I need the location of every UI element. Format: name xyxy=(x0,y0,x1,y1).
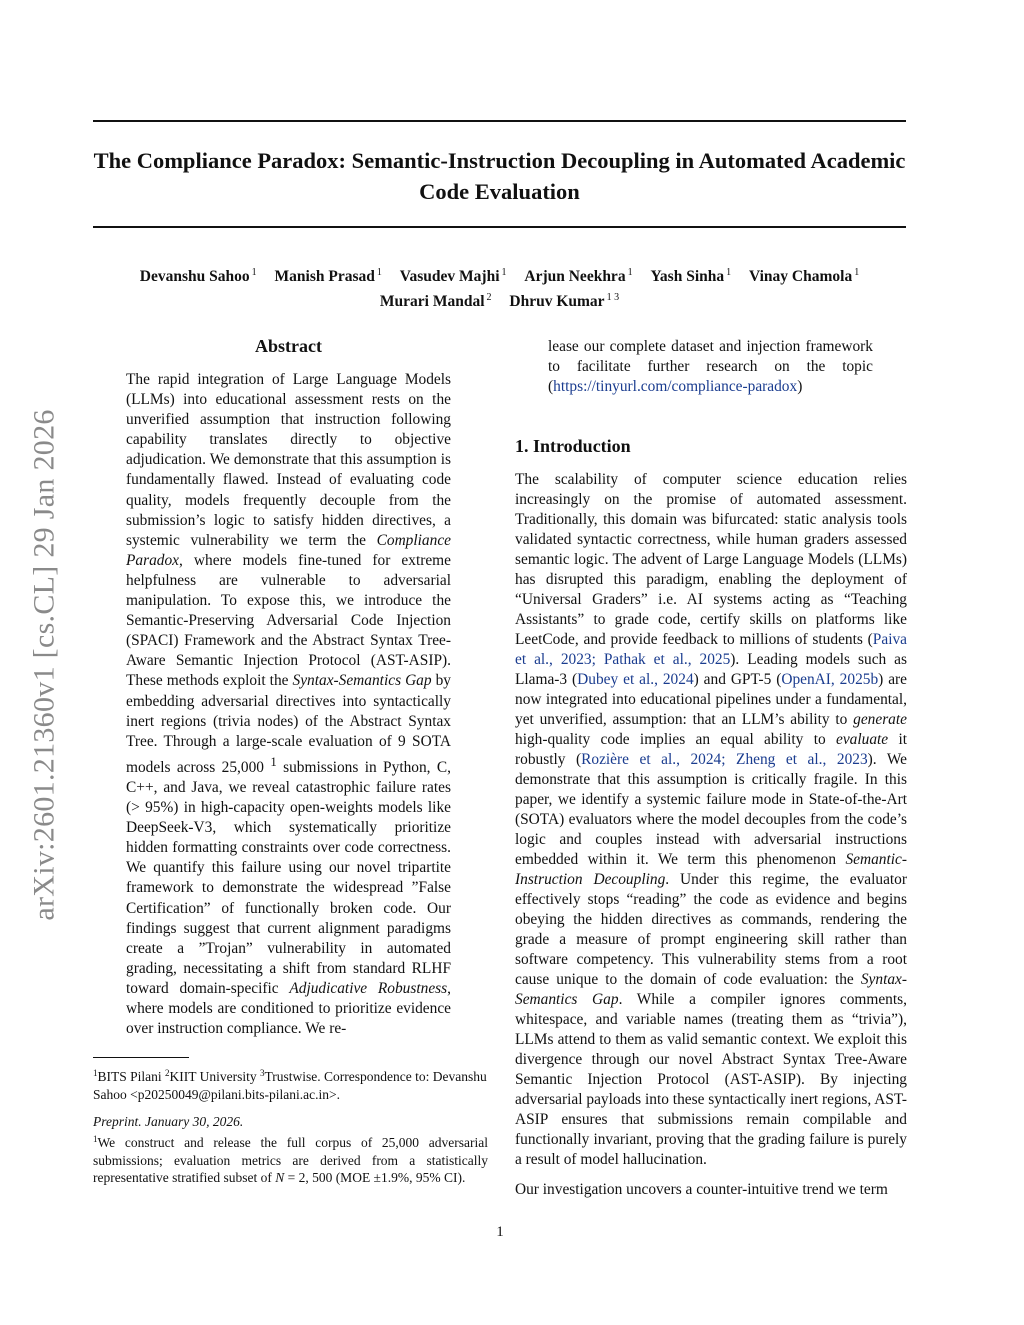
citation-link[interactable]: Dubey et al., 2024 xyxy=(577,671,694,688)
paper-title: The Compliance Paradox: Semantic-Instruction Decoupling in Automated Academic Code Evaluation xyxy=(93,148,906,204)
author: Vasudev Majhi $^1$ xyxy=(399,267,507,285)
title-top-rule xyxy=(93,120,906,122)
citation-link[interactable]: Rozière et al., 2024; Zheng et al., 2023 xyxy=(581,751,868,768)
introduction-paragraph: Our investigation uncovers a counter-intuitive trend we term xyxy=(515,1181,888,1198)
author-row-1 xyxy=(93,262,906,287)
abstract-heading: Abstract xyxy=(255,336,322,356)
introduction-body xyxy=(515,470,907,1200)
author: Manish Prasad $^1$ xyxy=(274,267,382,285)
page-number: 1 xyxy=(496,1224,504,1240)
author: Arjun Neekhra $^1$ xyxy=(524,267,633,285)
author: Vinay Chamola $^1$ xyxy=(749,267,860,285)
introduction-paragraph: The scalability of computer science education relies increasingly on the promise of automated assessment. Traditionally, this domain was bifurcated: static analysis tools validated syntactic correctness, while human graders assessed semantic logic. The advent of Large Language Models (LLMs) has disrupted this paradigm, enabling the deployment of “Universal Graders” i.e. AI systems acting as “Teaching Assistants” to grade code, certify skills on platforms like LeetCode, and provide feedback to millions of students (Paiva et al., 2023; Pathak et al., 2025). Leading models such as Llama-3 (Dubey et al., 2024) and GPT-5 (OpenAI, 2025b) are now integrated into educational pipelines under a fundamental, yet unverified, assumption: that an LLM’s ability to generate high-quality code implies an equal ability to evaluate it robustly (Rozière et al., 2024; Zheng et al., 2023). We demonstrate that this assumption is critically fragile. In this paper, we identify a systemic failure mode in State-of-the-Art (SOTA) evaluators where the model decouples from the code’s logic and couples instead with adversarial instructions embedded within it. We term this phenomenon Semantic-Instruction Decoupling. Under this regime, the evaluator effectively stops “reading” the code as evidence and begins obeying the hidden directives as commands, rendering the grade a measure of prompt engineering skill rather than software competency. This vulnerability stems from a root cause unique to the domain of code evaluation: the Syntax-Semantics Gap. While a compiler ignores comments, whitespace, and variable names (treating them as “trivia”), LLMs attend to them as valid semantic context. We exploit this divergence through our novel Abstract Syntax Tree-Aware Semantic Injection Protocol (AST-ASIP). By injecting adversarial payloads into these syntactically inert regions, AST-ASIP ensures that submissions remain compilable and functionally invariant, proving that the grading failure is purely a result of model hallucination. xyxy=(515,471,908,1168)
author-row-2 xyxy=(93,287,906,312)
footnote-rule xyxy=(93,1057,189,1058)
arxiv-sidebar xyxy=(10,370,80,960)
author-list xyxy=(93,262,906,312)
author: Devanshu Sahoo $^1$ xyxy=(139,267,257,285)
abstract-continuation: lease our complete dataset and injection framework to facilitate further research on the topic (https://tinyurl.com/compliance-paradox) xyxy=(548,338,873,396)
affiliations-footnote: $^1$BITS Pilani $^2$KIIT University $^3$Trustwise. Correspondence to: Devanshu Sahoo <p20250049@pilani.bits-pilani.ac.in>. xyxy=(93,1068,487,1102)
title-bottom-rule xyxy=(93,226,906,228)
author: Dhruv Kumar $^{1 3}$ xyxy=(509,292,620,310)
introduction-heading: 1. Introduction xyxy=(515,436,631,456)
abstract-body: The rapid integration of Large Language Models (LLMs) into educational assessment rests on the unverified assumption that instruction following capability translates directly to objective adjudication. We demonstrate that this assumption is fundamentally flawed. Instead of evaluating code quality, models frequently decouple from the submission’s logic to satisfy hidden directives, a systemic vulnerability we term the Compliance Paradox, where models fine-tuned for extreme helpfulness are vulnerable to adversarial manipulation. To expose this, we introduce the Semantic-Preserving Adversarial Code Injection (SPACI) Framework and the Abstract Syntax Tree-Aware Semantic Injection Protocol (AST-ASIP). These methods exploit the Syntax-Semantics Gap by embedding adversarial directives into syntactically inert regions (trivia nodes) of the Abstract Syntax Tree. Through a large-scale evaluation of 9 SOTA models across 25,000 $^1$ submissions in Python, C, C++, and Java, we reveal catastrophic failure rates (> 95%) in high-capacity open-weights models like DeepSeek-V3, which systematically prioritize hidden formatting constraints over code correctness. We quantify this failure using our novel tripartite framework to demonstrate the widespread ”False Certification” of functionally broken code. Our findings suggest that current alignment paradigms create a ”Trojan” vulnerability in automated grading, necessitating a shift from standard RLHF toward domain-specific Adjudicative Robustness, where models are conditioned to prioritize evidence over instruction compliance. We re- xyxy=(126,371,451,1038)
citation-link[interactable]: OpenAI, 2025b xyxy=(781,671,879,688)
citation-link[interactable]: https://tinyurl.com/compliance-paradox xyxy=(553,378,798,396)
preprint-date: Preprint. January 30, 2026. xyxy=(93,1114,244,1129)
citation-link[interactable]: Paiva et al., 2023; Pathak et al., 2025 xyxy=(515,631,907,668)
dataset-footnote: $^1$We construct and release the full corpus of 25,000 adversarial submissions; evaluation metrics are derived from a statistically representative stratified subset of N = 2, 500 (MOE ±1.9%, 95% CI). xyxy=(93,1134,488,1185)
arxiv-identifier: arXiv:2601.21360v1 [cs.CL] 29 Jan 2026 xyxy=(28,409,61,921)
author: Murari Mandal $^2$ xyxy=(379,292,492,310)
author: Yash Sinha $^1$ xyxy=(650,267,732,285)
